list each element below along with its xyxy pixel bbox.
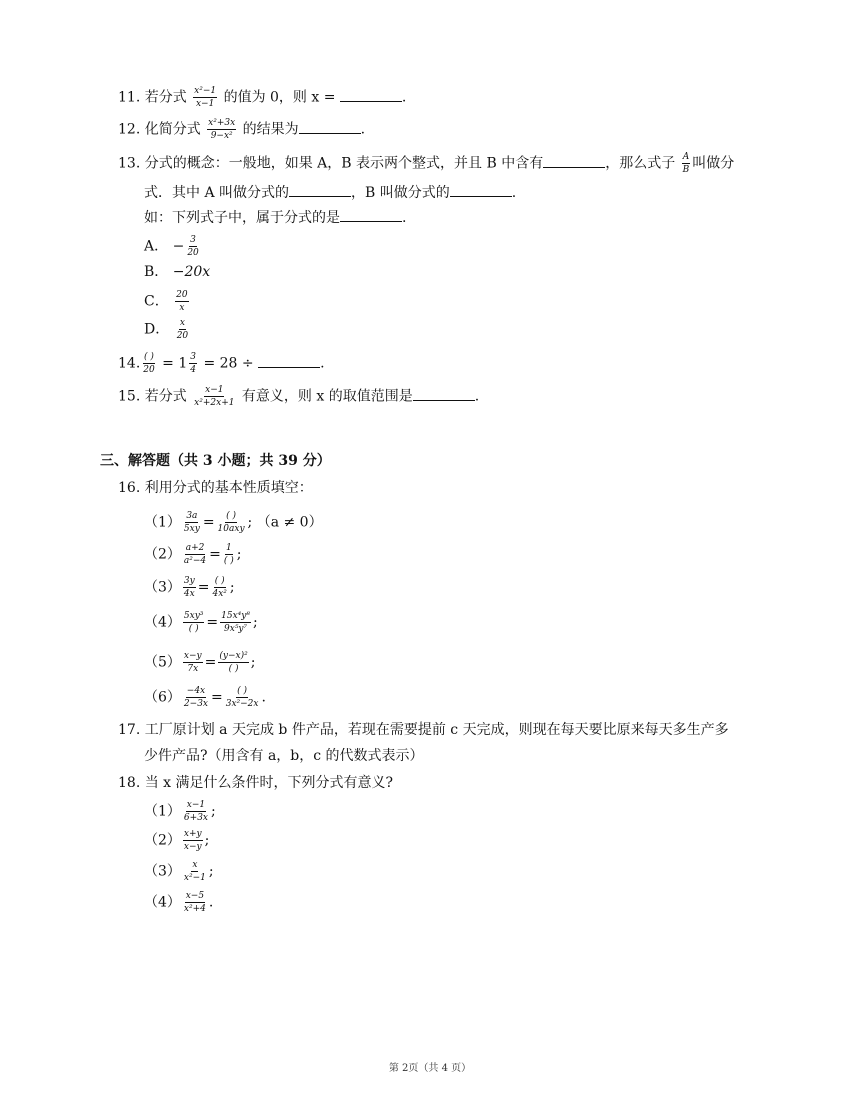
- numerator: 1: [225, 543, 232, 553]
- question-text: 若分式: [144, 89, 187, 106]
- option-d[interactable]: [144, 318, 191, 341]
- answer-blank[interactable]: [340, 207, 402, 222]
- numerator[interactable]: ( ): [237, 686, 248, 696]
- sub-item-label: （6）: [144, 689, 181, 706]
- question-text: 有意义，则 x 的取值范围是: [241, 388, 413, 405]
- punctuation: .: [511, 185, 517, 201]
- sub-item-label: （4）: [144, 614, 181, 631]
- sub-item-2: [144, 543, 242, 566]
- fraction: [183, 829, 203, 852]
- question-text: 利用分式的基本性质填空：: [144, 480, 313, 496]
- numerator: a+2: [185, 543, 205, 553]
- question-number: 15.: [118, 388, 141, 405]
- sub-item-3: [144, 576, 235, 599]
- sub-item-label: （2）: [144, 546, 181, 563]
- equals-sign: =: [206, 614, 219, 631]
- numerator: x−1: [205, 385, 224, 395]
- answer-blank[interactable]: [450, 182, 512, 197]
- question-text: 分式的概念：一般地，如果 A，B 表示两个整式，并且 B 中含有: [144, 155, 544, 172]
- denominator: a²−4: [183, 556, 207, 566]
- option-label: D．: [144, 321, 170, 338]
- sub-item-2: [144, 829, 209, 852]
- question-text: 若分式: [144, 388, 187, 405]
- question-14: [118, 352, 325, 375]
- question-17-line-2: 少件产品?（用含有 a，b，c 的代数式表示）: [144, 748, 424, 764]
- numerator: 3a: [186, 511, 198, 521]
- sub-item-label: （3）: [144, 579, 181, 596]
- fraction: [183, 511, 201, 534]
- question-text: 叫做分: [692, 155, 735, 172]
- denominator[interactable]: ( ): [223, 556, 234, 566]
- option-c[interactable]: [144, 290, 191, 313]
- sub-item-tail: ;: [211, 803, 216, 820]
- equals-sign: =: [197, 579, 210, 596]
- minus-sign: −: [172, 238, 185, 255]
- denominator: 2−3x: [183, 699, 208, 709]
- denominator: x²−1: [183, 873, 206, 883]
- sub-item-label: （4）: [144, 894, 181, 911]
- question-18: [118, 773, 393, 793]
- numerator-blank[interactable]: ( ): [144, 352, 154, 362]
- denominator: 4: [190, 365, 196, 375]
- fraction: [183, 686, 209, 709]
- denominator: 9−x²: [210, 131, 233, 141]
- denominator: 6+3x: [183, 813, 208, 823]
- numerator: A: [682, 152, 690, 162]
- option-b[interactable]: [144, 262, 210, 282]
- punctuation: .: [320, 355, 325, 372]
- fraction: [142, 352, 155, 375]
- denominator: x−1: [195, 99, 215, 109]
- question-13-line-2: [144, 182, 516, 203]
- option-label: B．: [144, 264, 169, 280]
- sub-item-tail: ; （a ≠ 0）: [247, 514, 323, 531]
- question-text: 的值为 0，则 x =: [223, 89, 336, 106]
- fraction: [176, 318, 189, 341]
- fraction: [193, 86, 217, 109]
- question-number: 18.: [118, 775, 141, 791]
- sub-item-tail: .: [261, 689, 266, 706]
- question-text: ，B 叫做分式的: [351, 185, 450, 201]
- sub-item-tail: ;: [250, 654, 256, 671]
- numerator: x²−1: [194, 86, 217, 96]
- numerator: x−5: [185, 891, 205, 901]
- section-heading: 三、解答题（共 3 小题；共 39 分）: [100, 453, 331, 469]
- numerator: 3: [190, 235, 196, 245]
- option-a[interactable]: [144, 235, 202, 258]
- numerator: 5xy³: [183, 611, 204, 621]
- option-label: A．: [144, 238, 169, 255]
- answer-blank[interactable]: [289, 182, 351, 197]
- fraction: [186, 235, 199, 258]
- punctuation: .: [402, 210, 407, 226]
- sub-item-label: （1）: [144, 514, 181, 531]
- sub-item-label: （5）: [144, 654, 181, 671]
- denominator: 4x²: [212, 589, 227, 599]
- answer-blank[interactable]: [543, 153, 605, 168]
- option-label: C．: [144, 293, 169, 310]
- fraction: [217, 511, 246, 534]
- sub-item-tail: ;: [208, 863, 214, 880]
- question-text: 式．其中 A 叫做分式的: [144, 185, 290, 201]
- numerator[interactable]: (y−x)²: [219, 651, 248, 661]
- fraction: [218, 651, 248, 674]
- equation-text: = 1: [162, 355, 188, 372]
- numerator: −4x: [186, 686, 206, 696]
- question-11: [118, 86, 406, 109]
- equals-sign: =: [209, 546, 221, 563]
- sub-item-tail: .: [208, 894, 214, 911]
- numerator: 3: [190, 352, 196, 362]
- numerator: x: [179, 318, 185, 328]
- equals-sign: =: [202, 514, 215, 531]
- denominator: x−y: [183, 842, 202, 852]
- denominator: 20: [176, 331, 189, 341]
- punctuation: .: [401, 89, 407, 106]
- question-13-line-3: [144, 207, 406, 228]
- question-text: 的结果为: [242, 121, 299, 138]
- sub-item-5: [144, 651, 255, 674]
- fraction: [220, 611, 251, 634]
- numerator: 20: [176, 290, 188, 300]
- answer-blank[interactable]: [258, 353, 320, 368]
- fraction: [183, 800, 209, 823]
- page-footer: 第 2页（共 4 页）: [388, 1063, 472, 1074]
- punctuation: .: [474, 388, 480, 405]
- numerator: x−y: [183, 651, 202, 661]
- numerator: 15x⁴y⁸: [221, 611, 250, 621]
- fraction: [682, 152, 691, 175]
- question-text: 当 x 满足什么条件时，下列分式有意义?: [144, 775, 394, 791]
- fraction: [183, 860, 207, 883]
- denominator: 4x: [183, 589, 195, 599]
- question-number: 17.: [118, 722, 141, 738]
- equation-text: = 28 ÷: [203, 355, 254, 372]
- denominator[interactable]: ( ): [228, 664, 239, 674]
- fraction: [223, 543, 235, 566]
- equals-sign: =: [204, 654, 217, 671]
- sub-item-tail: ;: [229, 579, 235, 596]
- numerator: x+y: [183, 829, 202, 839]
- answer-blank[interactable]: [413, 386, 475, 401]
- numerator: x−1: [186, 800, 206, 810]
- denominator: x²+2x+1: [194, 398, 235, 408]
- answer-blank[interactable]: [299, 119, 361, 134]
- fraction: [183, 543, 207, 566]
- question-text: 工厂原计划 a 天完成 b 件产品，若现在需要提前 c 天完成，则现在每天要比原来每天多生产多: [144, 722, 729, 738]
- sub-item-6: [144, 686, 266, 709]
- numerator: x²+3x: [208, 118, 236, 128]
- sub-item-tail: ;: [236, 546, 242, 563]
- sub-item-tail: ;: [252, 614, 258, 631]
- question-number: 13.: [118, 155, 141, 172]
- sub-item-4: [144, 891, 213, 914]
- fraction: [183, 651, 203, 674]
- denominator: 7x: [187, 664, 199, 674]
- sub-item-label: （1）: [144, 803, 181, 820]
- question-16: [118, 478, 313, 498]
- sub-item-4: [144, 611, 258, 634]
- numerator: x: [192, 860, 198, 870]
- question-text: ，那么式子: [605, 155, 676, 172]
- question-13: [118, 152, 734, 175]
- sub-item-label: （2）: [144, 832, 181, 849]
- denominator: x²+4: [183, 904, 206, 914]
- answer-blank[interactable]: [340, 87, 402, 102]
- denominator: 10axy: [217, 524, 245, 534]
- fraction: [193, 385, 235, 408]
- fraction: [225, 686, 260, 709]
- fraction: [175, 290, 188, 313]
- denominator[interactable]: ( ): [188, 624, 199, 634]
- fraction: [183, 891, 207, 914]
- denominator: 9x⁵y⁷: [224, 624, 248, 634]
- sub-item-1: [144, 511, 323, 534]
- numerator[interactable]: ( ): [214, 576, 225, 586]
- question-15: [118, 385, 479, 408]
- sub-item-label: （3）: [144, 863, 181, 880]
- punctuation: .: [360, 121, 366, 138]
- mixed-fraction: [189, 352, 197, 375]
- numerator[interactable]: ( ): [226, 511, 236, 521]
- sub-item-1: [144, 800, 216, 823]
- numerator: 3y: [183, 576, 195, 586]
- denominator: x: [179, 303, 185, 313]
- question-text: 化简分式: [144, 121, 201, 138]
- denominator: B: [682, 165, 690, 175]
- sub-item-tail: ;: [204, 832, 210, 849]
- option-value: −20x: [172, 264, 211, 280]
- denominator: 20: [143, 365, 155, 375]
- question-17: [118, 720, 729, 740]
- fraction: [183, 611, 205, 634]
- question-number: 11.: [118, 89, 141, 106]
- fraction: [211, 576, 227, 599]
- question-number: 16.: [118, 480, 141, 496]
- question-number: 12.: [118, 121, 141, 138]
- denominator: 20: [187, 248, 199, 258]
- denominator: 5xy: [183, 524, 200, 534]
- question-number: 14.: [118, 355, 141, 372]
- sub-item-3: [144, 860, 214, 883]
- fraction: [207, 118, 236, 141]
- denominator: 3x²−2x: [225, 699, 259, 709]
- equals-sign: =: [211, 689, 223, 706]
- question-text: 如：下列式子中，属于分式的是: [144, 210, 340, 226]
- fraction: [183, 576, 196, 599]
- question-12: [118, 118, 365, 141]
